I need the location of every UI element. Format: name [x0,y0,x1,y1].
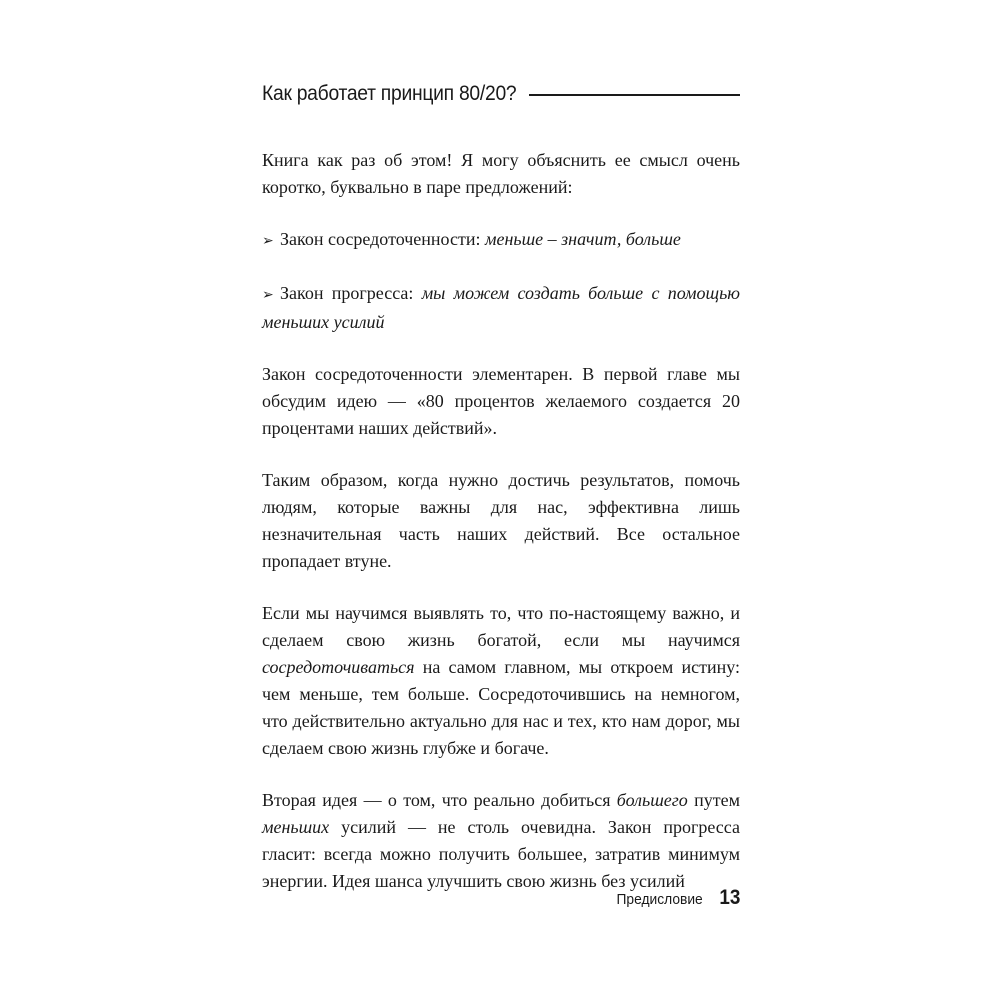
paragraph-intro: Книга как раз об этом! Я могу объяснить ее смысл очень коротко, буквально в паре предложений: [262,150,740,197]
text-run: усилий — не столь очевидна. Закон прогресса гласит: всегда можно получить большее, затратив минимум энергии. Идея шанса улучшить свою жизнь без усилий [262,817,740,891]
arrow-bullet-icon: ➢ [262,287,274,303]
paragraph-second-idea [262,787,740,895]
bullet-label: Закон сосредоточенности: [280,229,485,249]
bullet-emphasis: мы можем создать больше с помощью меньших усилий [262,283,740,332]
page-footer [262,886,740,910]
bullet-focus-law [262,226,740,255]
paragraph-less-is-more [262,600,740,762]
heading-rule [529,94,740,96]
section-heading: Как работает принцип 80/20? [262,82,517,105]
bullet-emphasis: меньше – значит, больше [484,229,681,249]
emphasis-focus: сосредоточиваться [262,657,415,677]
text-run: путем [687,790,740,810]
text-run: Вторая идея — о том, что реально добиться [262,790,617,810]
heading-row [262,80,740,107]
text-run: Если мы научимся выявлять то, что по-настоящему важно, и сделаем свою жизнь богатой, если мы научимся [262,603,740,650]
bullet-progress-law [262,280,740,336]
running-footer-section: Предисловие [616,891,703,908]
paragraph-focus-law: Закон сосредоточенности элементарен. В первой главе мы обсудим идею — «80 процентов желаемого создается 20 процентами наших действий». [262,364,740,438]
arrow-bullet-icon: ➢ [262,233,274,249]
emphasis-less: меньших [262,817,330,837]
text-run: на самом главном, мы откроем истину: чем меньше, тем больше. Сосредоточившись на немногом, что действительно актуально для нас и тех, кто нам дорог, мы сделаем свою жизнь глубже и богаче. [262,657,740,758]
bullet-label: Закон прогресса: [280,283,422,303]
emphasis-more: большего [616,790,688,810]
paragraph-results: Таким образом, когда нужно достичь результатов, помочь людям, которые важны для нас, эффективна лишь незначительная часть наших действий. Все остальное пропадает втуне. [262,470,740,571]
page-number: 13 [718,886,740,909]
page-body [262,80,740,920]
